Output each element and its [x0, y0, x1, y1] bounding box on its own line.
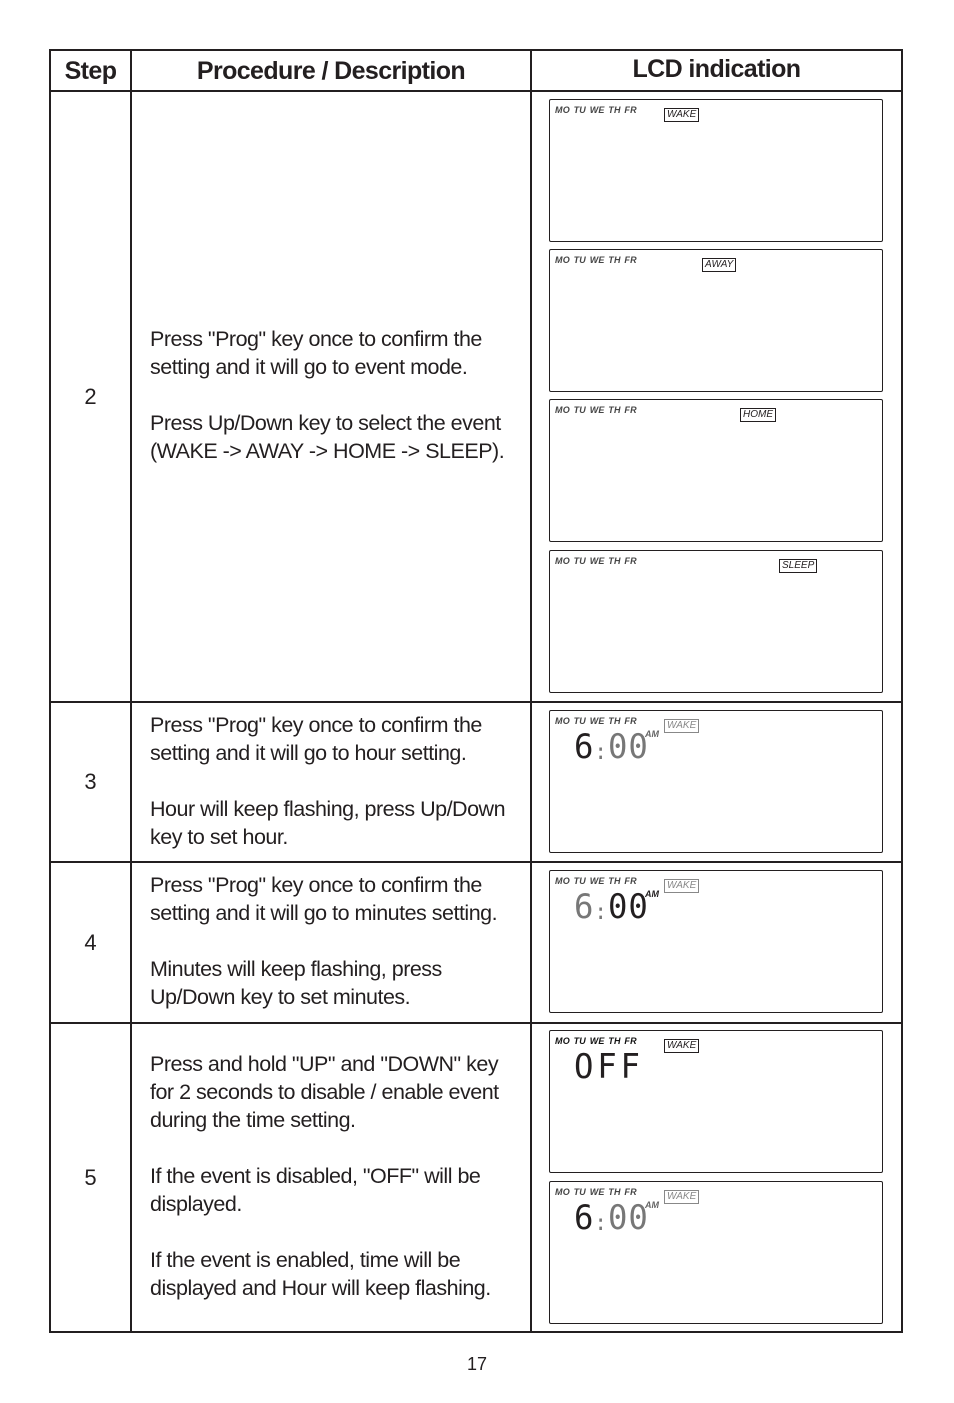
lcd-event-label: WAKE: [664, 1190, 699, 1204]
row-divider: [51, 701, 901, 703]
lcd-colon: :: [594, 900, 608, 925]
lcd-event-label: WAKE: [664, 108, 699, 122]
lcd-display: [549, 399, 883, 542]
lcd-time: [574, 729, 649, 765]
lcd-event-label: WAKE: [664, 1039, 699, 1053]
description-paragraph: Minutes will keep flashing, press Up/Down key to set minutes.: [150, 957, 442, 1009]
lcd-colon: :: [594, 740, 608, 765]
lcd-days: MO TU WE TH FR: [555, 716, 637, 726]
page-number: 17: [466, 1354, 488, 1374]
step-number: 2: [84, 383, 97, 409]
lcd-display: [549, 550, 883, 693]
lcd-display: [549, 249, 883, 392]
header-step: Step: [64, 56, 117, 85]
lcd-days: MO TU WE TH FR: [555, 876, 637, 886]
lcd-display: [549, 99, 883, 242]
procedure-table: [49, 49, 903, 1333]
row-divider: [51, 1022, 901, 1024]
lcd-ampm: AM: [645, 889, 659, 899]
step-description: [150, 711, 520, 851]
lcd-display: [549, 870, 883, 1013]
lcd-event-label: AWAY: [702, 258, 736, 272]
lcd-display: [549, 710, 883, 853]
step-description: [150, 1050, 520, 1302]
lcd-off-text: OFF: [574, 1047, 644, 1087]
description-paragraph: Press Up/Down key to select the event (WAKE -> AWAY -> HOME -> SLEEP).: [150, 411, 505, 463]
step-description: [150, 871, 520, 1011]
lcd-display: [549, 1030, 883, 1173]
lcd-time: [574, 1200, 649, 1236]
lcd-minutes: 00: [607, 727, 649, 767]
column-divider: [130, 51, 132, 1331]
lcd-hour: 6: [574, 727, 595, 767]
description-paragraph: Press "Prog" key once to confirm the setting and it will go to hour setting.: [150, 713, 482, 765]
lcd-event-label: WAKE: [664, 719, 699, 733]
lcd-hour: 6: [574, 887, 595, 927]
description-paragraph: Press "Prog" key once to confirm the setting and it will go to minutes setting.: [150, 873, 498, 925]
description-paragraph: Press "Prog" key once to confirm the setting and it will go to event mode.: [150, 327, 482, 379]
step-number: 5: [84, 1164, 97, 1190]
lcd-event-label: WAKE: [664, 879, 699, 893]
step-number: 4: [84, 929, 97, 955]
header-lcd: LCD indication: [632, 54, 801, 83]
description-paragraph: If the event is enabled, time will be displayed and Hour will keep flashing.: [150, 1248, 491, 1300]
lcd-minutes: 00: [607, 887, 649, 927]
description-paragraph: Press and hold "UP" and "DOWN" key for 2 seconds to disable / enable event during the time setting.: [150, 1052, 499, 1132]
step-description: [150, 325, 520, 465]
lcd-minutes: 00: [607, 1198, 649, 1238]
lcd-days: MO TU WE TH FR: [555, 255, 637, 265]
row-divider: [51, 861, 901, 863]
lcd-days: MO TU WE TH FR: [555, 1187, 637, 1197]
lcd-ampm: AM: [645, 1200, 659, 1210]
lcd-days: MO TU WE TH FR: [555, 556, 637, 566]
lcd-event-label: HOME: [740, 408, 776, 422]
lcd-hour: 6: [574, 1198, 595, 1238]
lcd-ampm: AM: [645, 729, 659, 739]
lcd-days: MO TU WE TH FR: [555, 405, 637, 415]
lcd-days: MO TU WE TH FR: [555, 105, 637, 115]
description-paragraph: If the event is disabled, "OFF" will be displayed.: [150, 1164, 481, 1216]
lcd-display: [549, 1181, 883, 1324]
step-number: 3: [84, 769, 97, 794]
column-divider: [530, 51, 532, 1331]
header-procedure: Procedure / Description: [196, 56, 466, 85]
lcd-time: [574, 889, 649, 925]
lcd-days: MO TU WE TH FR: [555, 1036, 637, 1046]
lcd-colon: :: [594, 1211, 608, 1236]
description-paragraph: Hour will keep flashing, press Up/Down key to set hour.: [150, 797, 506, 849]
lcd-event-label: SLEEP: [779, 559, 817, 573]
